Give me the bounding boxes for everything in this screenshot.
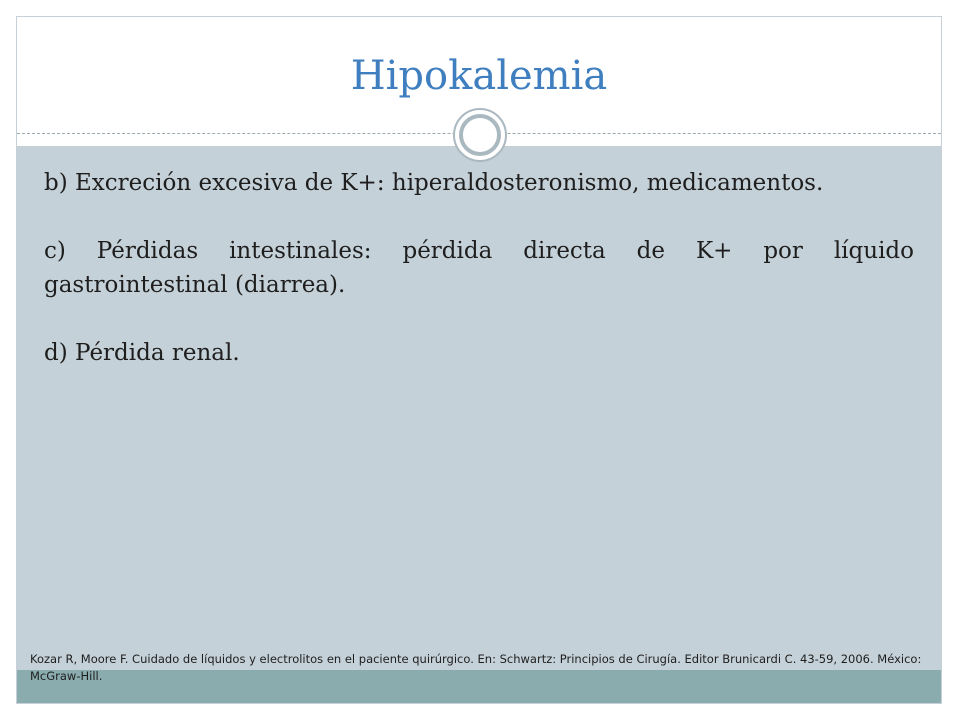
slide-title: Hipokalemia — [350, 53, 608, 99]
circle-ornament-icon — [452, 107, 508, 163]
slide-content — [44, 166, 914, 404]
point-c: c) Pérdidas intestinales: pérdida directa de K+ por líquido gastrointestinal (diarrea). — [44, 238, 914, 298]
reference-citation: Kozar R, Moore F. Cuidado de líquidos y electrolitos en el paciente quirúrgico. En: Schwartz: Principios de Cirugía. Editor Brunicardi C. 43-59, 2006. México: McGraw-Hill. — [30, 652, 922, 683]
point-b: b) Excreción excesiva de K+: hiperaldosteronismo, medicamentos. — [44, 170, 824, 196]
point-d: d) Pérdida renal. — [44, 340, 240, 366]
